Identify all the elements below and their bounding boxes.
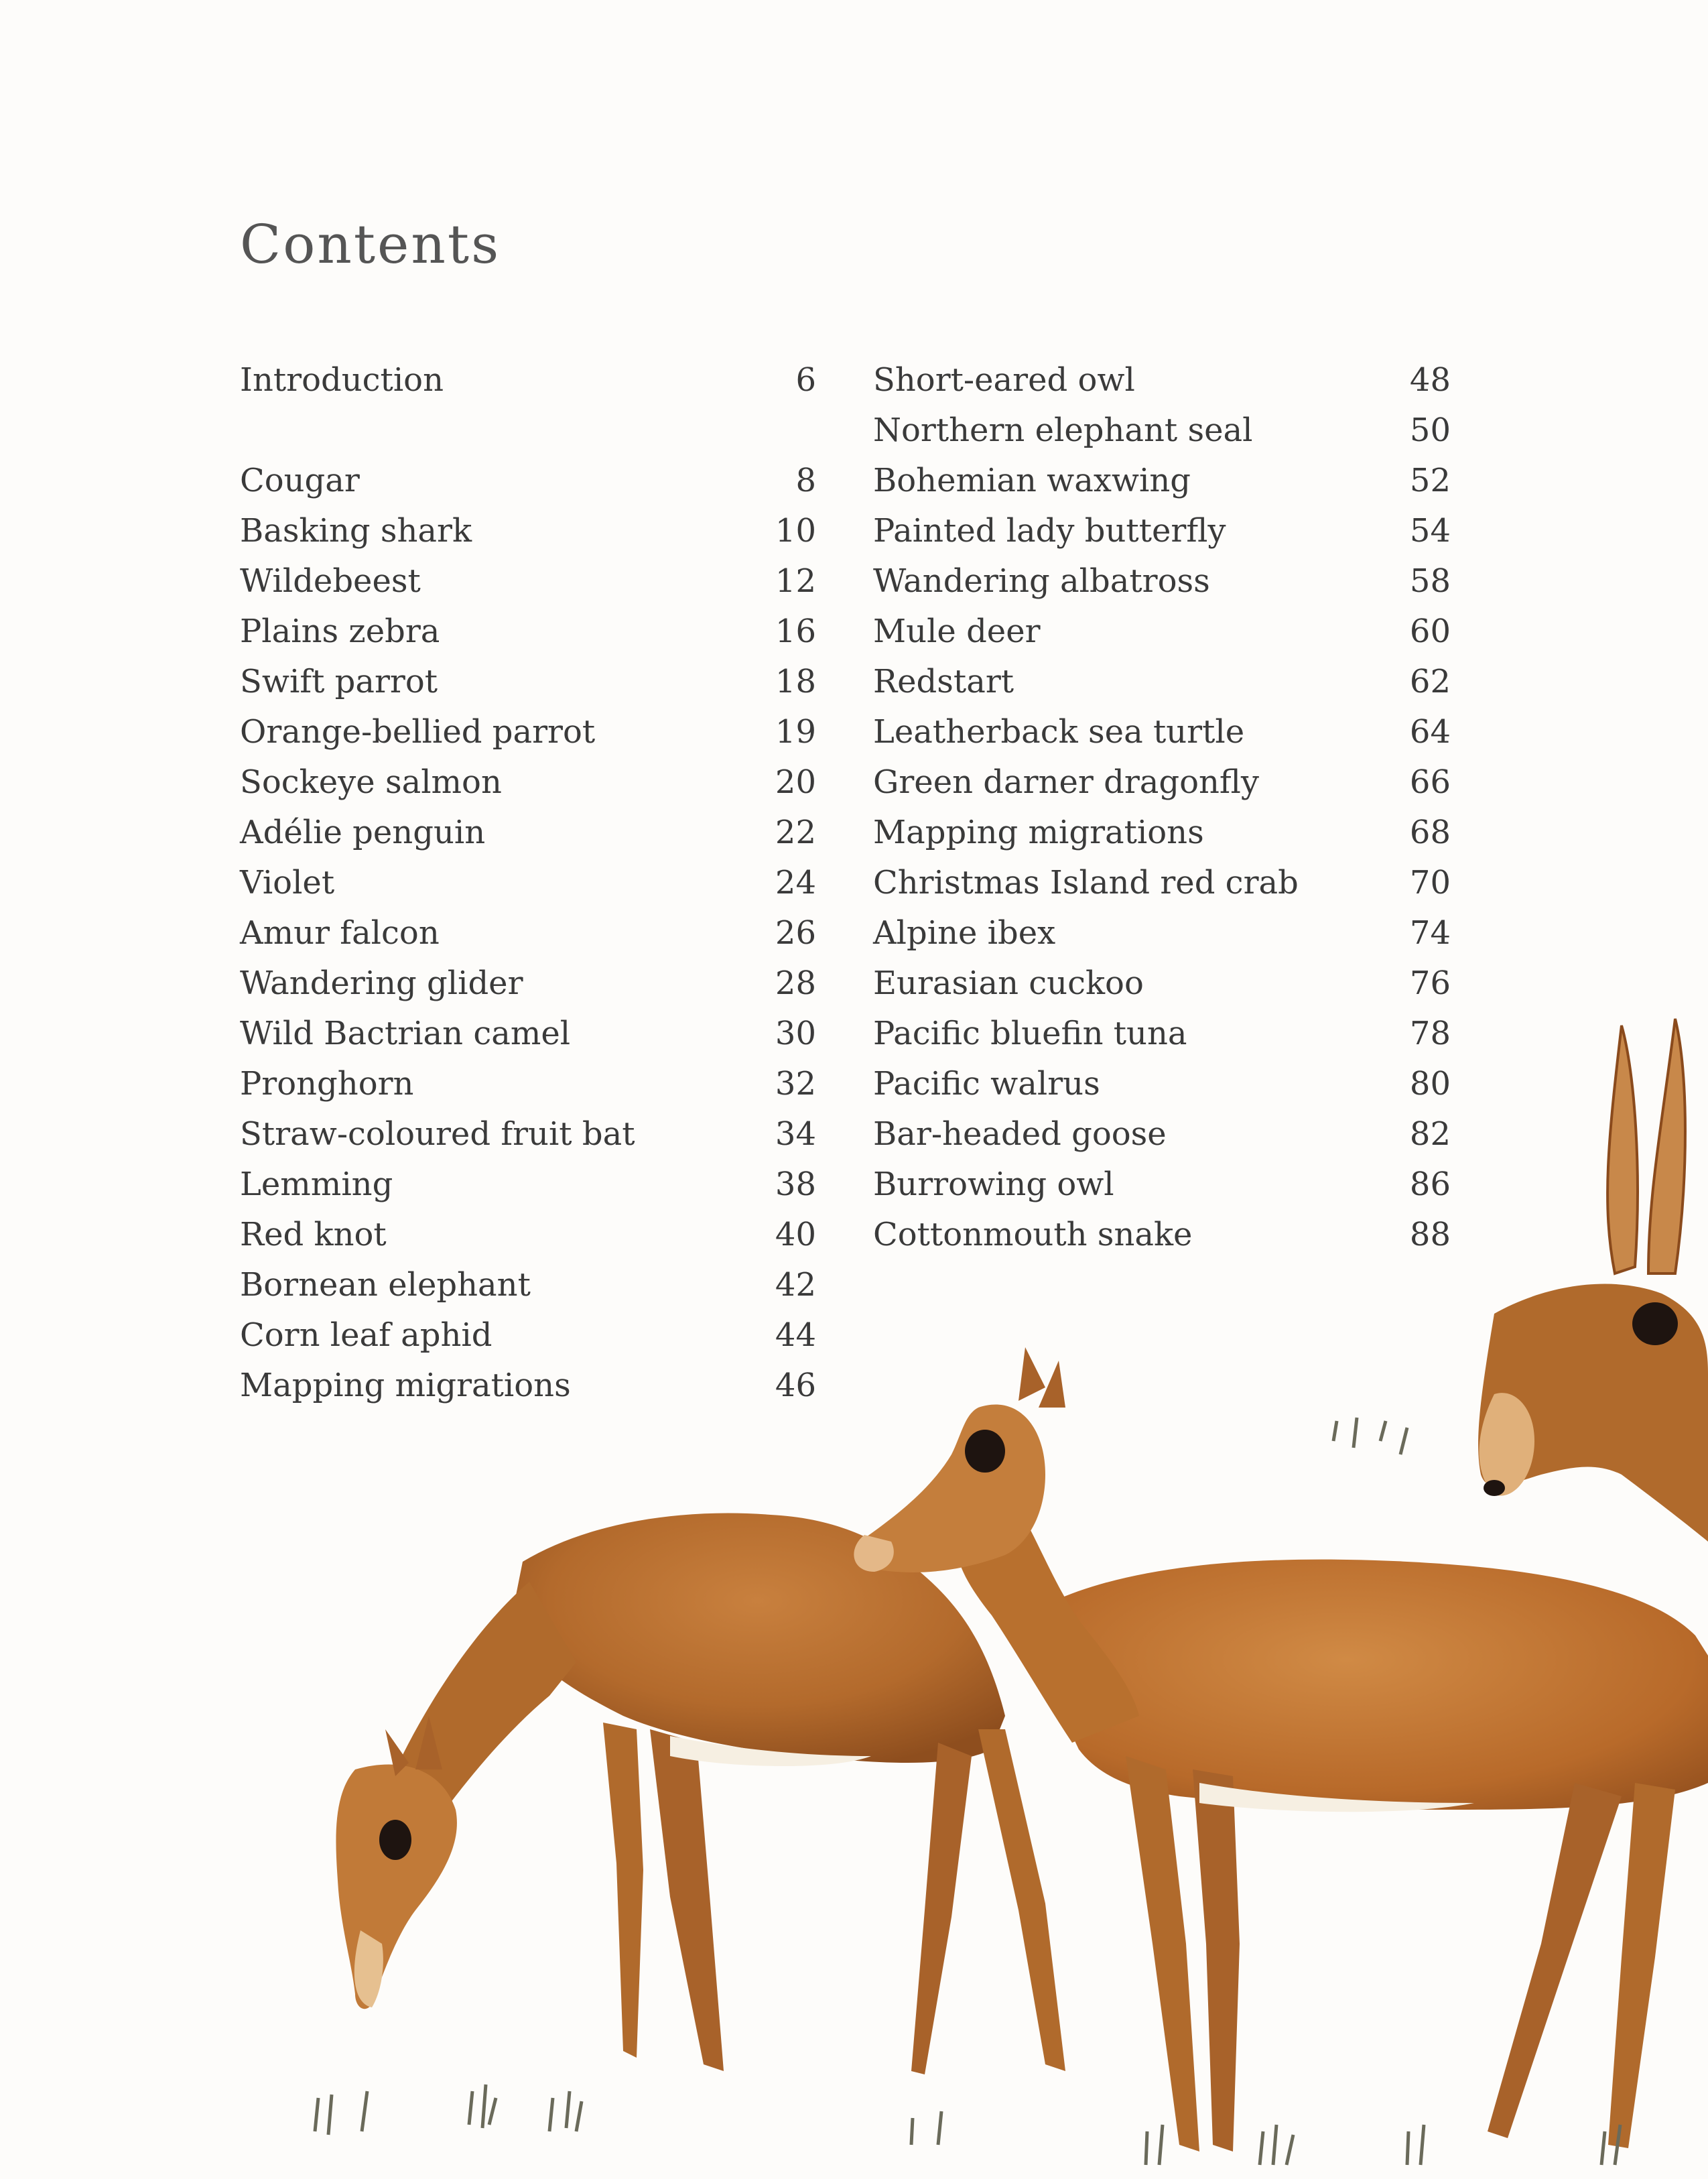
page-title: Contents: [240, 213, 501, 275]
neck: [373, 1582, 576, 1861]
toc-entry-title: Wildebeest: [240, 562, 421, 600]
muzzle: [354, 1930, 383, 2007]
leg: [978, 1729, 1065, 2071]
leg: [911, 1743, 972, 2074]
neck: [956, 1508, 1139, 1743]
spacer: [240, 406, 816, 456]
toc-entry-page: 46: [775, 1367, 816, 1404]
toc-entry-page: 30: [775, 1015, 816, 1052]
toc-entry[interactable]: [873, 808, 1451, 858]
toc-entry[interactable]: [240, 1361, 816, 1411]
toc-entry-page: 10: [775, 512, 816, 550]
toc-entry-title: Sockeye salmon: [240, 763, 502, 801]
ear: [1039, 1361, 1065, 1408]
toc-entry[interactable]: [873, 556, 1451, 607]
grass-tufts: [315, 1418, 1620, 2165]
toc-entry-title: Mule deer: [873, 613, 1041, 650]
toc-entry-title: Green darner dragonfly: [873, 763, 1260, 801]
toc-entry-title: Straw-coloured fruit bat: [240, 1115, 635, 1153]
toc-entry-title: Bar-headed goose: [873, 1115, 1167, 1153]
toc-entry[interactable]: [873, 1009, 1451, 1059]
horn: [1607, 1025, 1638, 1273]
toc-entry[interactable]: [873, 958, 1451, 1009]
toc-entry[interactable]: [873, 456, 1451, 506]
toc-entry-page: 26: [775, 914, 816, 952]
toc-entry-title: Redstart: [873, 663, 1014, 700]
toc-entry[interactable]: [873, 707, 1451, 757]
body: [509, 1513, 1005, 1763]
toc-entry-page: 34: [775, 1115, 816, 1153]
toc-entry-title: Pronghorn: [240, 1065, 414, 1103]
toc-entry[interactable]: [240, 506, 816, 556]
belly: [670, 1736, 871, 1766]
ear: [385, 1729, 409, 1776]
leg: [603, 1723, 643, 2058]
toc-entry[interactable]: [873, 657, 1451, 707]
toc-entry[interactable]: [873, 908, 1451, 958]
toc-entry-page: 24: [775, 864, 816, 901]
toc-entry[interactable]: [240, 556, 816, 607]
nose: [1484, 1480, 1505, 1496]
toc-entry-title: Amur falcon: [240, 914, 440, 952]
toc-entry-title: Swift parrot: [240, 663, 438, 700]
toc-entry-page: 28: [775, 964, 816, 1002]
toc-entry-title: Eurasian cuckoo: [873, 964, 1144, 1002]
horned-antelope: [1478, 1019, 1708, 1542]
toc-entry-title: Plains zebra: [240, 613, 440, 650]
toc-entry-title: Cottonmouth snake: [873, 1216, 1193, 1253]
toc-entry-title: Burrowing owl: [873, 1166, 1114, 1203]
toc-entry[interactable]: [240, 1109, 816, 1160]
toc-entry[interactable]: [240, 707, 816, 757]
toc-entry[interactable]: [873, 858, 1451, 908]
toc-entry-title: Corn leaf aphid: [240, 1316, 492, 1354]
toc-entry-page: 50: [1409, 412, 1451, 449]
body: [1050, 1560, 1708, 1810]
toc-entry[interactable]: [240, 908, 816, 958]
leg: [650, 1729, 724, 2071]
belly: [1199, 1783, 1474, 1812]
ear: [415, 1716, 442, 1769]
toc-entry-page: 40: [775, 1216, 816, 1253]
toc-entry[interactable]: [873, 1109, 1451, 1160]
toc-entry-title: Mapping migrations: [240, 1367, 571, 1404]
toc-entry[interactable]: [240, 958, 816, 1009]
toc-entry-page: 22: [775, 814, 816, 851]
toc-entry-page: 18: [775, 663, 816, 700]
toc-entry[interactable]: [240, 1310, 816, 1361]
eye: [1632, 1302, 1678, 1345]
toc-entry-title: Cougar: [240, 462, 360, 499]
toc-entry-title: Introduction: [240, 361, 444, 399]
head: [1478, 1284, 1708, 1542]
toc-entry-page: 58: [1409, 562, 1451, 600]
toc-entry[interactable]: [240, 1210, 816, 1260]
toc-entry[interactable]: [240, 1160, 816, 1210]
toc-entry[interactable]: [240, 858, 816, 908]
head: [336, 1765, 456, 2009]
toc-entry-title: Orange-bellied parrot: [240, 713, 596, 751]
toc-entry[interactable]: [240, 757, 816, 808]
contents-column-right: [873, 355, 1451, 1260]
toc-entry-page: 52: [1409, 462, 1451, 499]
toc-entry-title: Red knot: [240, 1216, 387, 1253]
toc-entry-title: Wandering glider: [240, 964, 523, 1002]
toc-entry[interactable]: [240, 456, 816, 506]
leg: [1126, 1756, 1199, 2152]
toc-entry-page: 44: [775, 1316, 816, 1354]
toc-entry-title: Northern elephant seal: [873, 412, 1253, 449]
toc-entry-title: Wild Bactrian camel: [240, 1015, 571, 1052]
toc-entry-title: Bohemian waxwing: [873, 462, 1191, 499]
toc-entry[interactable]: [240, 1059, 816, 1109]
muzzle: [1480, 1393, 1535, 1495]
leg: [1608, 1783, 1675, 2148]
toc-entry-page: 38: [775, 1166, 816, 1203]
toc-entry-page: 54: [1409, 512, 1451, 550]
toc-entry-page: 70: [1409, 864, 1451, 901]
leg: [1488, 1783, 1622, 2138]
toc-entry-page: 64: [1409, 713, 1451, 751]
toc-entry-page: 8: [795, 462, 816, 499]
toc-entry[interactable]: [240, 355, 816, 406]
toc-entry[interactable]: [873, 1210, 1451, 1260]
eye: [965, 1430, 1005, 1473]
toc-entry-page: 19: [775, 713, 816, 751]
toc-entry-page: 32: [775, 1065, 816, 1103]
toc-entry-page: 88: [1409, 1216, 1451, 1253]
toc-entry-title: Painted lady butterfly: [873, 512, 1226, 550]
toc-entry-title: Violet: [240, 864, 335, 901]
toc-entry-title: Lemming: [240, 1166, 393, 1203]
toc-entry[interactable]: [873, 406, 1451, 456]
toc-entry-title: Leatherback sea turtle: [873, 713, 1245, 751]
toc-entry-title: Pacific bluefin tuna: [873, 1015, 1187, 1052]
toc-entry[interactable]: [873, 1160, 1451, 1210]
head: [855, 1405, 1045, 1572]
standing-antelope: [854, 1347, 1708, 2152]
toc-entry[interactable]: [873, 757, 1451, 808]
toc-entry-page: 80: [1409, 1065, 1451, 1103]
toc-entry-page: 62: [1409, 663, 1451, 700]
toc-entry-page: 16: [775, 613, 816, 650]
toc-entry[interactable]: [873, 607, 1451, 657]
toc-entry-page: 82: [1409, 1115, 1451, 1153]
toc-entry[interactable]: [873, 506, 1451, 556]
toc-entry-title: Mapping migrations: [873, 814, 1204, 851]
toc-entry-page: 12: [775, 562, 816, 600]
toc-entry[interactable]: [873, 1059, 1451, 1109]
toc-entry[interactable]: [240, 1260, 816, 1310]
toc-entry-title: Bornean elephant: [240, 1266, 531, 1304]
toc-entry-page: 74: [1409, 914, 1451, 952]
toc-entry[interactable]: [240, 607, 816, 657]
toc-entry-title: Short-eared owl: [873, 361, 1135, 399]
toc-entry-title: Pacific walrus: [873, 1065, 1100, 1103]
eye: [379, 1820, 411, 1860]
toc-entry[interactable]: [240, 657, 816, 707]
toc-entry-page: 42: [775, 1266, 816, 1304]
toc-entry-title: Adélie penguin: [240, 814, 486, 851]
toc-entry-page: 60: [1409, 613, 1451, 650]
ear: [1019, 1347, 1045, 1401]
toc-entry-title: Basking shark: [240, 512, 472, 550]
horn: [1648, 1019, 1685, 1273]
toc-entry-title: Wandering albatross: [873, 562, 1210, 600]
contents-column-left: [240, 355, 816, 1411]
toc-entry-page: 68: [1409, 814, 1451, 851]
leg: [1193, 1769, 1240, 2152]
toc-entry[interactable]: [240, 808, 816, 858]
toc-entry-page: 76: [1409, 964, 1451, 1002]
toc-entry-page: 20: [775, 763, 816, 801]
toc-entry[interactable]: [240, 1009, 816, 1059]
toc-entry-page: 86: [1409, 1166, 1451, 1203]
grazing-antelope: [336, 1513, 1065, 2074]
toc-entry-title: Alpine ibex: [873, 914, 1056, 952]
toc-entry-page: 6: [795, 361, 816, 399]
toc-entry-page: 48: [1409, 361, 1451, 399]
toc-entry-page: 66: [1409, 763, 1451, 801]
toc-entry-title: Christmas Island red crab: [873, 864, 1299, 901]
toc-entry[interactable]: [873, 355, 1451, 406]
muzzle: [854, 1535, 893, 1572]
toc-entry-page: 78: [1409, 1015, 1451, 1052]
